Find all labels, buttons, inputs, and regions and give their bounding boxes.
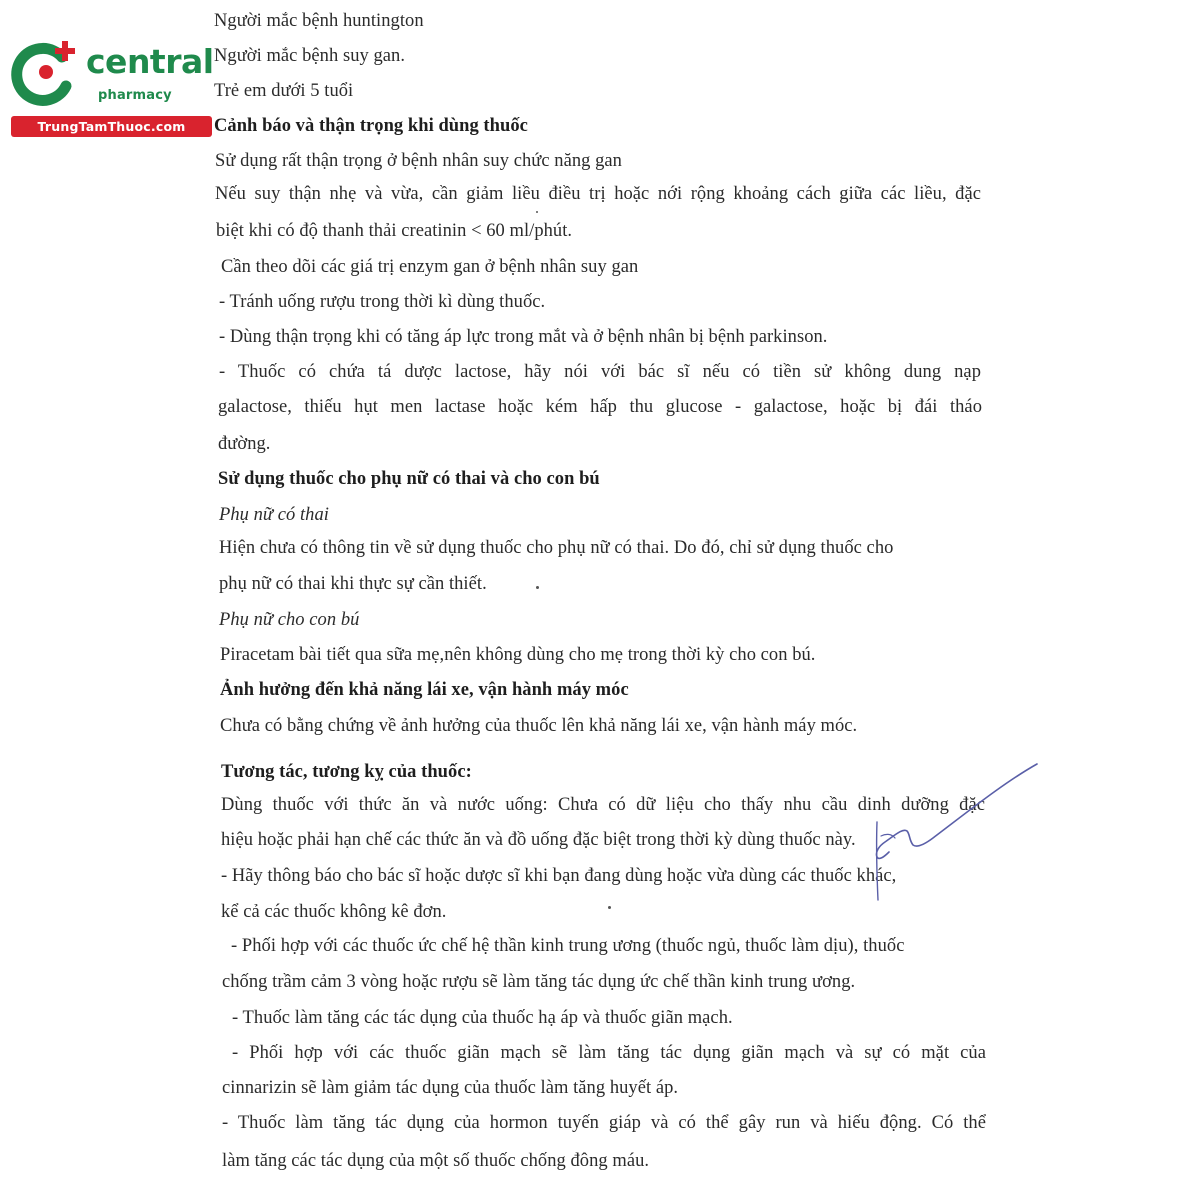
section-heading: Sử dụng thuốc cho phụ nữ có thai và cho con bú [218,469,600,489]
text-line: - Thuốc làm tăng tác dụng của hormon tuyến giáp và có thể gây run và hiếu động. Có thể [222,1113,986,1133]
scan-speck [536,586,539,589]
text-line: biệt khi có độ thanh thải creatinin < 60 ml/phút. [216,221,573,241]
text-line: galactose, thiếu hụt men lactase hoặc kém hấp thu glucose - galactose, hoặc bị đái tháo [218,397,982,417]
text-line: - Thuốc làm tăng các tác dụng của thuốc hạ áp và thuốc giãn mạch. [232,1008,733,1028]
text-line: chống trầm cảm 3 vòng hoặc rượu sẽ làm tăng tác dụng ức chế thần kinh trung ương. [222,972,856,992]
text-line: Hiện chưa có thông tin về sử dụng thuốc cho phụ nữ có thai. Do đó, chỉ sử dụng thuốc cho [219,538,894,558]
logo-wordmark: central [86,42,214,81]
central-pharmacy-logo [10,36,215,136]
logo-website-banner: TrungTamThuoc.com [11,116,212,137]
text-line: - Thuốc có chứa tá dược lactose, hãy nói với bác sĩ nếu có tiền sử không dung nạp [219,362,981,382]
text-line: - Dùng thận trọng khi có tăng áp lực trong mắt và ở bệnh nhân bị bệnh parkinson. [219,327,828,347]
subsection-heading: Phụ nữ có thai [219,505,329,525]
section-heading: Cảnh báo và thận trọng khi dùng thuốc [214,116,528,136]
text-line: làm tăng các tác dụng của một số thuốc chống đông máu. [222,1151,650,1171]
text-line: - Hãy thông báo cho bác sĩ hoặc dược sĩ khi bạn đang dùng hoặc vừa dùng các thuốc khác, [221,866,897,886]
text-line: Chưa có bằng chứng về ảnh hưởng của thuốc lên khả năng lái xe, vận hành máy móc. [220,716,858,736]
handwritten-signature [855,760,1055,910]
scan-speck [608,906,611,909]
text-line: Người mắc bệnh suy gan. [214,46,406,66]
text-line: Sử dụng rất thận trọng ở bệnh nhân suy chức năng gan [215,151,622,171]
section-heading: Tương tác, tương kỵ của thuốc: [221,762,472,782]
text-line: Dùng thuốc với thức ăn và nước uống: Chưa có dữ liệu cho thấy nhu cầu dinh dưỡng đặc [221,795,985,815]
text-line: cinnarizin sẽ làm giảm tác dụng của thuốc làm tăng huyết áp. [222,1078,679,1098]
text-line: kể cả các thuốc không kê đơn. [221,902,447,922]
text-line: - Tránh uống rượu trong thời kì dùng thuốc. [219,292,546,312]
text-line: Nếu suy thận nhẹ và vừa, cần giảm liều điều trị hoặc nới rộng khoảng cách giữa các liều, đặc [215,184,981,204]
central-c-cross-icon [10,36,82,108]
text-line: Cần theo dõi các giá trị enzym gan ở bệnh nhân suy gan [221,257,639,277]
text-line: - Phối hợp với các thuốc giãn mạch sẽ làm tăng tác dụng giãn mạch và sự có mặt của [232,1043,986,1063]
text-line: đường. [218,434,271,454]
text-line: - Phối hợp với các thuốc ức chế hệ thần kinh trung ương (thuốc ngủ, thuốc làm dịu), thuốc [231,936,905,956]
subsection-heading: Phụ nữ cho con bú [219,610,360,630]
text-line: Piracetam bài tiết qua sữa mẹ,nên không dùng cho mẹ trong thời kỳ cho con bú. [220,645,816,665]
logo-tagline: pharmacy [98,88,172,103]
scan-speck [536,211,538,213]
text-line: phụ nữ có thai khi thực sự cần thiết. [219,574,487,594]
text-line: Người mắc bệnh huntington [214,11,424,31]
section-heading: Ảnh hưởng đến khả năng lái xe, vận hành máy móc [220,680,629,700]
text-line: hiệu hoặc phải hạn chế các thức ăn và đồ uống đặc biệt trong thời kỳ dùng thuốc này. [221,830,856,850]
text-line: Trẻ em dưới 5 tuổi [214,81,354,101]
